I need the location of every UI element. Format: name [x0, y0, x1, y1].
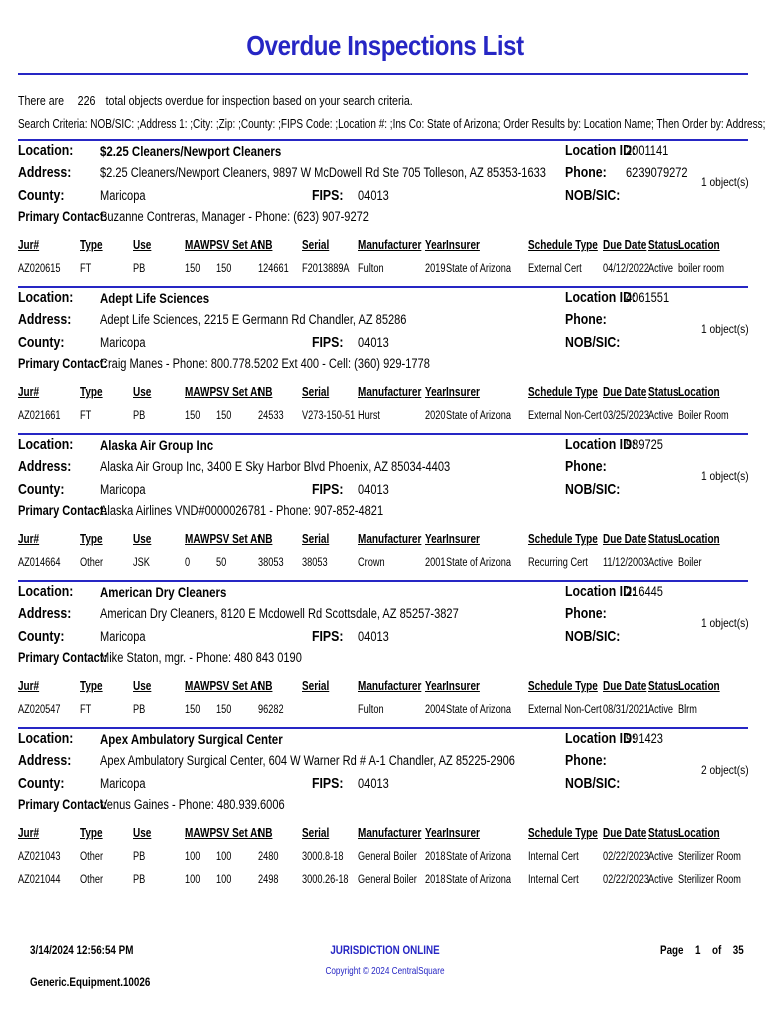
address-label: Address:	[18, 605, 72, 622]
table-cell-jur: AZ020615	[18, 263, 61, 275]
location-id: 2001141	[626, 143, 669, 158]
table-cell-status: Active	[648, 410, 674, 422]
column-header-schedule-type: Schedule Type	[528, 238, 598, 252]
table-cell-type: Other	[80, 557, 104, 569]
table-cell-insurer: State of Arizona	[446, 557, 511, 569]
table-cell-location: Boiler	[678, 557, 702, 569]
table-cell-jur: AZ021044	[18, 874, 61, 886]
location-name: Apex Ambulatory Surgical Center	[100, 731, 283, 747]
table-cell-type: Other	[80, 851, 104, 863]
column-header-type: Type	[80, 826, 103, 840]
column-header-jur: Jur#	[18, 238, 40, 252]
page-title: Overdue Inspections List	[246, 30, 524, 61]
table-cell-due: 02/22/2023	[603, 874, 650, 886]
column-header-jur: Jur#	[18, 679, 40, 693]
column-header-use: Use	[133, 532, 152, 546]
summary-prefix: There are	[18, 94, 65, 108]
column-header-manufacturer: Manufacturer	[358, 826, 422, 840]
location-separator	[18, 433, 748, 435]
location-name: Alaska Air Group Inc	[100, 437, 214, 453]
fips-label: FIPS:	[312, 628, 344, 645]
column-header-location: Location	[678, 826, 720, 840]
table-cell-insurer: State of Arizona	[446, 263, 511, 275]
object-count: 1 object(s)	[701, 322, 749, 336]
column-header-manufacturer: Manufacturer	[358, 385, 422, 399]
column-header-serial: Serial	[302, 385, 330, 399]
table-cell-location: Boiler Room	[678, 410, 729, 422]
location-separator	[18, 139, 748, 141]
column-header-mawp: MAWP	[185, 385, 217, 399]
primary-contact: Venus Gaines - Phone: 480.939.6006	[100, 797, 285, 812]
summary-count: 226	[77, 94, 96, 108]
table-cell-nb: 2498	[258, 874, 279, 886]
county-label: County:	[18, 334, 65, 351]
column-header-use: Use	[133, 385, 152, 399]
location-county: Maricopa	[100, 335, 146, 350]
fips-label: FIPS:	[312, 334, 344, 351]
title-divider	[18, 73, 748, 75]
table-cell-mawp: 100	[185, 874, 201, 886]
location-address: $2.25 Cleaners/Newport Cleaners, 9897 W McDowell Rd Ste 705 Tolleson, AZ 85353-1633	[100, 165, 546, 180]
object-count: 1 object(s)	[701, 469, 749, 483]
column-header-year: Year	[425, 385, 447, 399]
table-cell-serial: 3000.8-18	[302, 851, 344, 863]
phone-label: Phone:	[565, 164, 607, 181]
location-label: Location:	[18, 730, 74, 747]
column-header-location: Location	[678, 532, 720, 546]
table-cell-nb: 2480	[258, 851, 279, 863]
column-header-serial: Serial	[302, 532, 330, 546]
column-header-sv-set-at: SV Set At	[216, 238, 261, 252]
footer-jurisdiction: JURISDICTION ONLINE	[330, 943, 440, 957]
location-label: Location:	[18, 583, 74, 600]
column-header-sv-set-at: SV Set At	[216, 679, 261, 693]
column-header-manufacturer: Manufacturer	[358, 532, 422, 546]
location-fips: 04013	[358, 482, 389, 497]
nob-sic-label: NOB/SIC:	[565, 481, 621, 498]
table-cell-status: Active	[648, 874, 674, 886]
column-header-use: Use	[133, 238, 152, 252]
column-header-nb: NB	[258, 679, 273, 693]
column-header-mawp: MAWP	[185, 532, 217, 546]
column-header-manufacturer: Manufacturer	[358, 238, 422, 252]
table-cell-status: Active	[648, 263, 674, 275]
page-number: 1	[695, 943, 701, 957]
nob-sic-label: NOB/SIC:	[565, 187, 621, 204]
column-header-mawp: MAWP	[185, 679, 217, 693]
column-header-insurer: Insurer	[446, 679, 480, 693]
footer-report-name: Generic.Equipment.10026	[30, 975, 151, 989]
column-header-due-date: Due Date	[603, 532, 647, 546]
footer-pagination	[660, 943, 744, 957]
location-label: Location:	[18, 289, 74, 306]
county-label: County:	[18, 187, 65, 204]
table-cell-year: 2018	[425, 851, 446, 863]
primary-contact: Craig Manes - Phone: 800.778.5202 Ext 400 - Cell: (360) 929-1778	[100, 356, 430, 371]
table-cell-due: 08/31/2021	[603, 704, 650, 716]
location-address: American Dry Cleaners, 8120 E Mcdowell Rd Scottsdale, AZ 85257-3827	[100, 606, 459, 621]
table-cell-sv: 100	[216, 851, 232, 863]
column-header-mawp: MAWP	[185, 826, 217, 840]
table-cell-mawp: 150	[185, 704, 201, 716]
column-header-insurer: Insurer	[446, 238, 480, 252]
column-header-manufacturer: Manufacturer	[358, 679, 422, 693]
column-header-year: Year	[425, 826, 447, 840]
table-cell-nb: 38053	[258, 557, 284, 569]
table-cell-schedule: Internal Cert	[528, 874, 579, 886]
location-name: American Dry Cleaners	[100, 584, 227, 600]
table-cell-status: Active	[648, 851, 674, 863]
location-county: Maricopa	[100, 776, 146, 791]
column-header-serial: Serial	[302, 679, 330, 693]
column-header-location: Location	[678, 238, 720, 252]
column-header-sv-set-at: SV Set At	[216, 385, 261, 399]
summary-suffix: total objects overdue for inspection based on your search criteria.	[105, 94, 413, 108]
table-cell-manufacturer: Crown	[358, 557, 385, 569]
table-cell-year: 2020	[425, 410, 446, 422]
table-cell-location: Blrm	[678, 704, 697, 716]
column-header-use: Use	[133, 826, 152, 840]
column-header-location: Location	[678, 385, 720, 399]
table-cell-mawp: 0	[185, 557, 191, 569]
column-header-nb: NB	[258, 238, 273, 252]
location-label: Location:	[18, 142, 74, 159]
location-address: Adept Life Sciences, 2215 E Germann Rd Chandler, AZ 85286	[100, 312, 407, 327]
location-id-label: Location ID:	[565, 289, 637, 306]
column-header-mawp: MAWP	[185, 238, 217, 252]
nob-sic-label: NOB/SIC:	[565, 628, 621, 645]
location-id-label: Location ID:	[565, 142, 637, 159]
column-header-jur: Jur#	[18, 826, 40, 840]
table-cell-use: PB	[133, 263, 146, 275]
primary-contact: Suzanne Contreras, Manager - Phone: (623) 907-9272	[100, 209, 369, 224]
table-cell-sv: 50	[216, 557, 227, 569]
table-cell-jur: AZ021043	[18, 851, 61, 863]
column-header-due-date: Due Date	[603, 826, 647, 840]
column-header-jur: Jur#	[18, 385, 40, 399]
location-address: Alaska Air Group Inc, 3400 E Sky Harbor Blvd Phoenix, AZ 85034-4403	[100, 459, 451, 474]
table-cell-type: FT	[80, 704, 92, 716]
table-cell-serial: V273-150-51	[302, 410, 356, 422]
nob-sic-label: NOB/SIC:	[565, 775, 621, 792]
column-header-nb: NB	[258, 532, 273, 546]
table-cell-use: PB	[133, 874, 146, 886]
location-fips: 04013	[358, 188, 389, 203]
table-cell-due: 03/25/2023	[603, 410, 650, 422]
column-header-status: Status	[648, 238, 679, 252]
location-separator	[18, 727, 748, 729]
location-id-label: Location ID:	[565, 583, 637, 600]
table-cell-use: PB	[133, 704, 146, 716]
column-header-type: Type	[80, 238, 103, 252]
fips-label: FIPS:	[312, 187, 344, 204]
column-header-status: Status	[648, 532, 679, 546]
address-label: Address:	[18, 311, 72, 328]
primary-contact: Mike Staton, mgr. - Phone: 480 843 0190	[100, 650, 302, 665]
table-cell-insurer: State of Arizona	[446, 704, 511, 716]
phone-label: Phone:	[565, 752, 607, 769]
column-header-type: Type	[80, 679, 103, 693]
table-cell-due: 04/12/2022	[603, 263, 650, 275]
column-header-sv-set-at: SV Set At	[216, 532, 261, 546]
table-cell-schedule: Internal Cert	[528, 851, 579, 863]
location-separator	[18, 286, 748, 288]
table-cell-sv: 100	[216, 874, 232, 886]
table-cell-status: Active	[648, 704, 674, 716]
column-header-year: Year	[425, 679, 447, 693]
table-cell-use: PB	[133, 851, 146, 863]
column-header-type: Type	[80, 385, 103, 399]
column-header-use: Use	[133, 679, 152, 693]
table-cell-location: boiler room	[678, 263, 725, 275]
primary-contact-label: Primary Contact:	[18, 503, 108, 518]
table-cell-year: 2018	[425, 874, 446, 886]
table-cell-manufacturer: Hurst	[358, 410, 380, 422]
address-label: Address:	[18, 752, 72, 769]
object-count: 2 object(s)	[701, 763, 749, 777]
table-cell-sv: 150	[216, 704, 232, 716]
column-header-serial: Serial	[302, 238, 330, 252]
column-header-schedule-type: Schedule Type	[528, 385, 598, 399]
column-header-status: Status	[648, 826, 679, 840]
table-cell-use: PB	[133, 410, 146, 422]
county-label: County:	[18, 775, 65, 792]
table-cell-nb: 124661	[258, 263, 289, 275]
nob-sic-label: NOB/SIC:	[565, 334, 621, 351]
primary-contact-label: Primary Contact:	[18, 797, 108, 812]
page-label: Page	[660, 943, 684, 957]
table-cell-insurer: State of Arizona	[446, 874, 511, 886]
search-criteria: Search Criteria: NOB/SIC: ;Address 1: ;City: ;Zip: ;County: ;FIPS Code: ;Location #: ;Ins Co: State of Arizona; Order Results by: Location Name; Then Order by: Address;	[18, 117, 766, 131]
county-label: County:	[18, 628, 65, 645]
phone-label: Phone:	[565, 605, 607, 622]
table-cell-manufacturer: General Boiler	[358, 874, 417, 886]
column-header-due-date: Due Date	[603, 238, 647, 252]
table-cell-due: 11/12/2003	[603, 557, 649, 569]
table-cell-location: Sterilizer Room	[678, 851, 741, 863]
fips-label: FIPS:	[312, 481, 344, 498]
footer-copyright: Copyright © 2024 CentralSquare	[325, 966, 445, 977]
table-cell-insurer: State of Arizona	[446, 410, 511, 422]
object-count: 1 object(s)	[701, 616, 749, 630]
table-cell-status: Active	[648, 557, 674, 569]
primary-contact-label: Primary Contact:	[18, 356, 108, 371]
location-id: 991423	[626, 731, 663, 746]
column-header-nb: NB	[258, 385, 273, 399]
primary-contact-label: Primary Contact:	[18, 209, 108, 224]
footer-timestamp: 3/14/2024 12:56:54 PM	[30, 943, 134, 957]
table-cell-serial: F2013889A	[302, 263, 350, 275]
column-header-sv-set-at: SV Set At	[216, 826, 261, 840]
table-cell-year: 2001	[425, 557, 446, 569]
table-cell-jur: AZ014664	[18, 557, 61, 569]
location-county: Maricopa	[100, 188, 146, 203]
location-fips: 04013	[358, 335, 389, 350]
object-count: 1 object(s)	[701, 175, 749, 189]
table-cell-use: JSK	[133, 557, 150, 569]
table-cell-manufacturer: General Boiler	[358, 851, 417, 863]
location-label: Location:	[18, 436, 74, 453]
county-label: County:	[18, 481, 65, 498]
column-header-nb: NB	[258, 826, 273, 840]
phone-label: Phone:	[565, 311, 607, 328]
location-id: 989725	[626, 437, 663, 452]
table-cell-schedule: External Cert	[528, 263, 582, 275]
location-name: Adept Life Sciences	[100, 290, 210, 306]
summary-line	[18, 94, 413, 108]
table-cell-mawp: 150	[185, 263, 201, 275]
column-header-jur: Jur#	[18, 532, 40, 546]
table-cell-location: Sterilizer Room	[678, 874, 741, 886]
table-cell-manufacturer: Fulton	[358, 704, 384, 716]
location-address: Apex Ambulatory Surgical Center, 604 W Warner Rd # A-1 Chandler, AZ 85225-2906	[100, 753, 515, 768]
primary-contact-label: Primary Contact:	[18, 650, 108, 665]
table-cell-type: FT	[80, 263, 92, 275]
column-header-location: Location	[678, 679, 720, 693]
table-cell-type: Other	[80, 874, 104, 886]
column-header-year: Year	[425, 532, 447, 546]
table-cell-year: 2019	[425, 263, 446, 275]
column-header-insurer: Insurer	[446, 385, 480, 399]
location-id: 4061551	[626, 290, 670, 305]
column-header-due-date: Due Date	[603, 385, 647, 399]
column-header-due-date: Due Date	[603, 679, 647, 693]
location-phone: 6239079272	[626, 165, 688, 180]
column-header-year: Year	[425, 238, 447, 252]
table-cell-year: 2004	[425, 704, 446, 716]
column-header-schedule-type: Schedule Type	[528, 532, 598, 546]
table-cell-schedule: Recurring Cert	[528, 557, 588, 569]
table-cell-manufacturer: Fulton	[358, 263, 384, 275]
column-header-status: Status	[648, 385, 679, 399]
table-cell-serial: 3000.26-18	[302, 874, 349, 886]
table-cell-sv: 150	[216, 410, 232, 422]
location-county: Maricopa	[100, 629, 146, 644]
location-fips: 04013	[358, 776, 389, 791]
location-fips: 04013	[358, 629, 389, 644]
primary-contact: Alaska Airlines VND#0000026781 - Phone: 907-852-4821	[100, 503, 384, 518]
column-header-schedule-type: Schedule Type	[528, 826, 598, 840]
column-header-schedule-type: Schedule Type	[528, 679, 598, 693]
column-header-serial: Serial	[302, 826, 330, 840]
location-county: Maricopa	[100, 482, 146, 497]
table-cell-type: FT	[80, 410, 92, 422]
location-id: 216445	[626, 584, 663, 599]
column-header-status: Status	[648, 679, 679, 693]
page-total: 35	[732, 943, 744, 957]
table-cell-jur: AZ020547	[18, 704, 61, 716]
table-cell-insurer: State of Arizona	[446, 851, 511, 863]
table-cell-mawp: 100	[185, 851, 201, 863]
table-cell-nb: 24533	[258, 410, 284, 422]
location-separator	[18, 580, 748, 582]
page-of-label: of	[711, 943, 722, 957]
fips-label: FIPS:	[312, 775, 344, 792]
table-cell-nb: 96282	[258, 704, 284, 716]
column-header-insurer: Insurer	[446, 532, 480, 546]
location-id-label: Location ID:	[565, 730, 637, 747]
address-label: Address:	[18, 164, 72, 181]
table-cell-sv: 150	[216, 263, 232, 275]
column-header-insurer: Insurer	[446, 826, 480, 840]
table-cell-schedule: External Non-Cert	[528, 704, 602, 716]
table-cell-due: 02/22/2023	[603, 851, 650, 863]
location-id-label: Location ID:	[565, 436, 637, 453]
table-cell-serial: 38053	[302, 557, 328, 569]
table-cell-schedule: External Non-Cert	[528, 410, 602, 422]
location-name: $2.25 Cleaners/Newport Cleaners	[100, 143, 282, 159]
table-cell-jur: AZ021661	[18, 410, 61, 422]
address-label: Address:	[18, 458, 72, 475]
phone-label: Phone:	[565, 458, 607, 475]
column-header-type: Type	[80, 532, 103, 546]
table-cell-mawp: 150	[185, 410, 201, 422]
